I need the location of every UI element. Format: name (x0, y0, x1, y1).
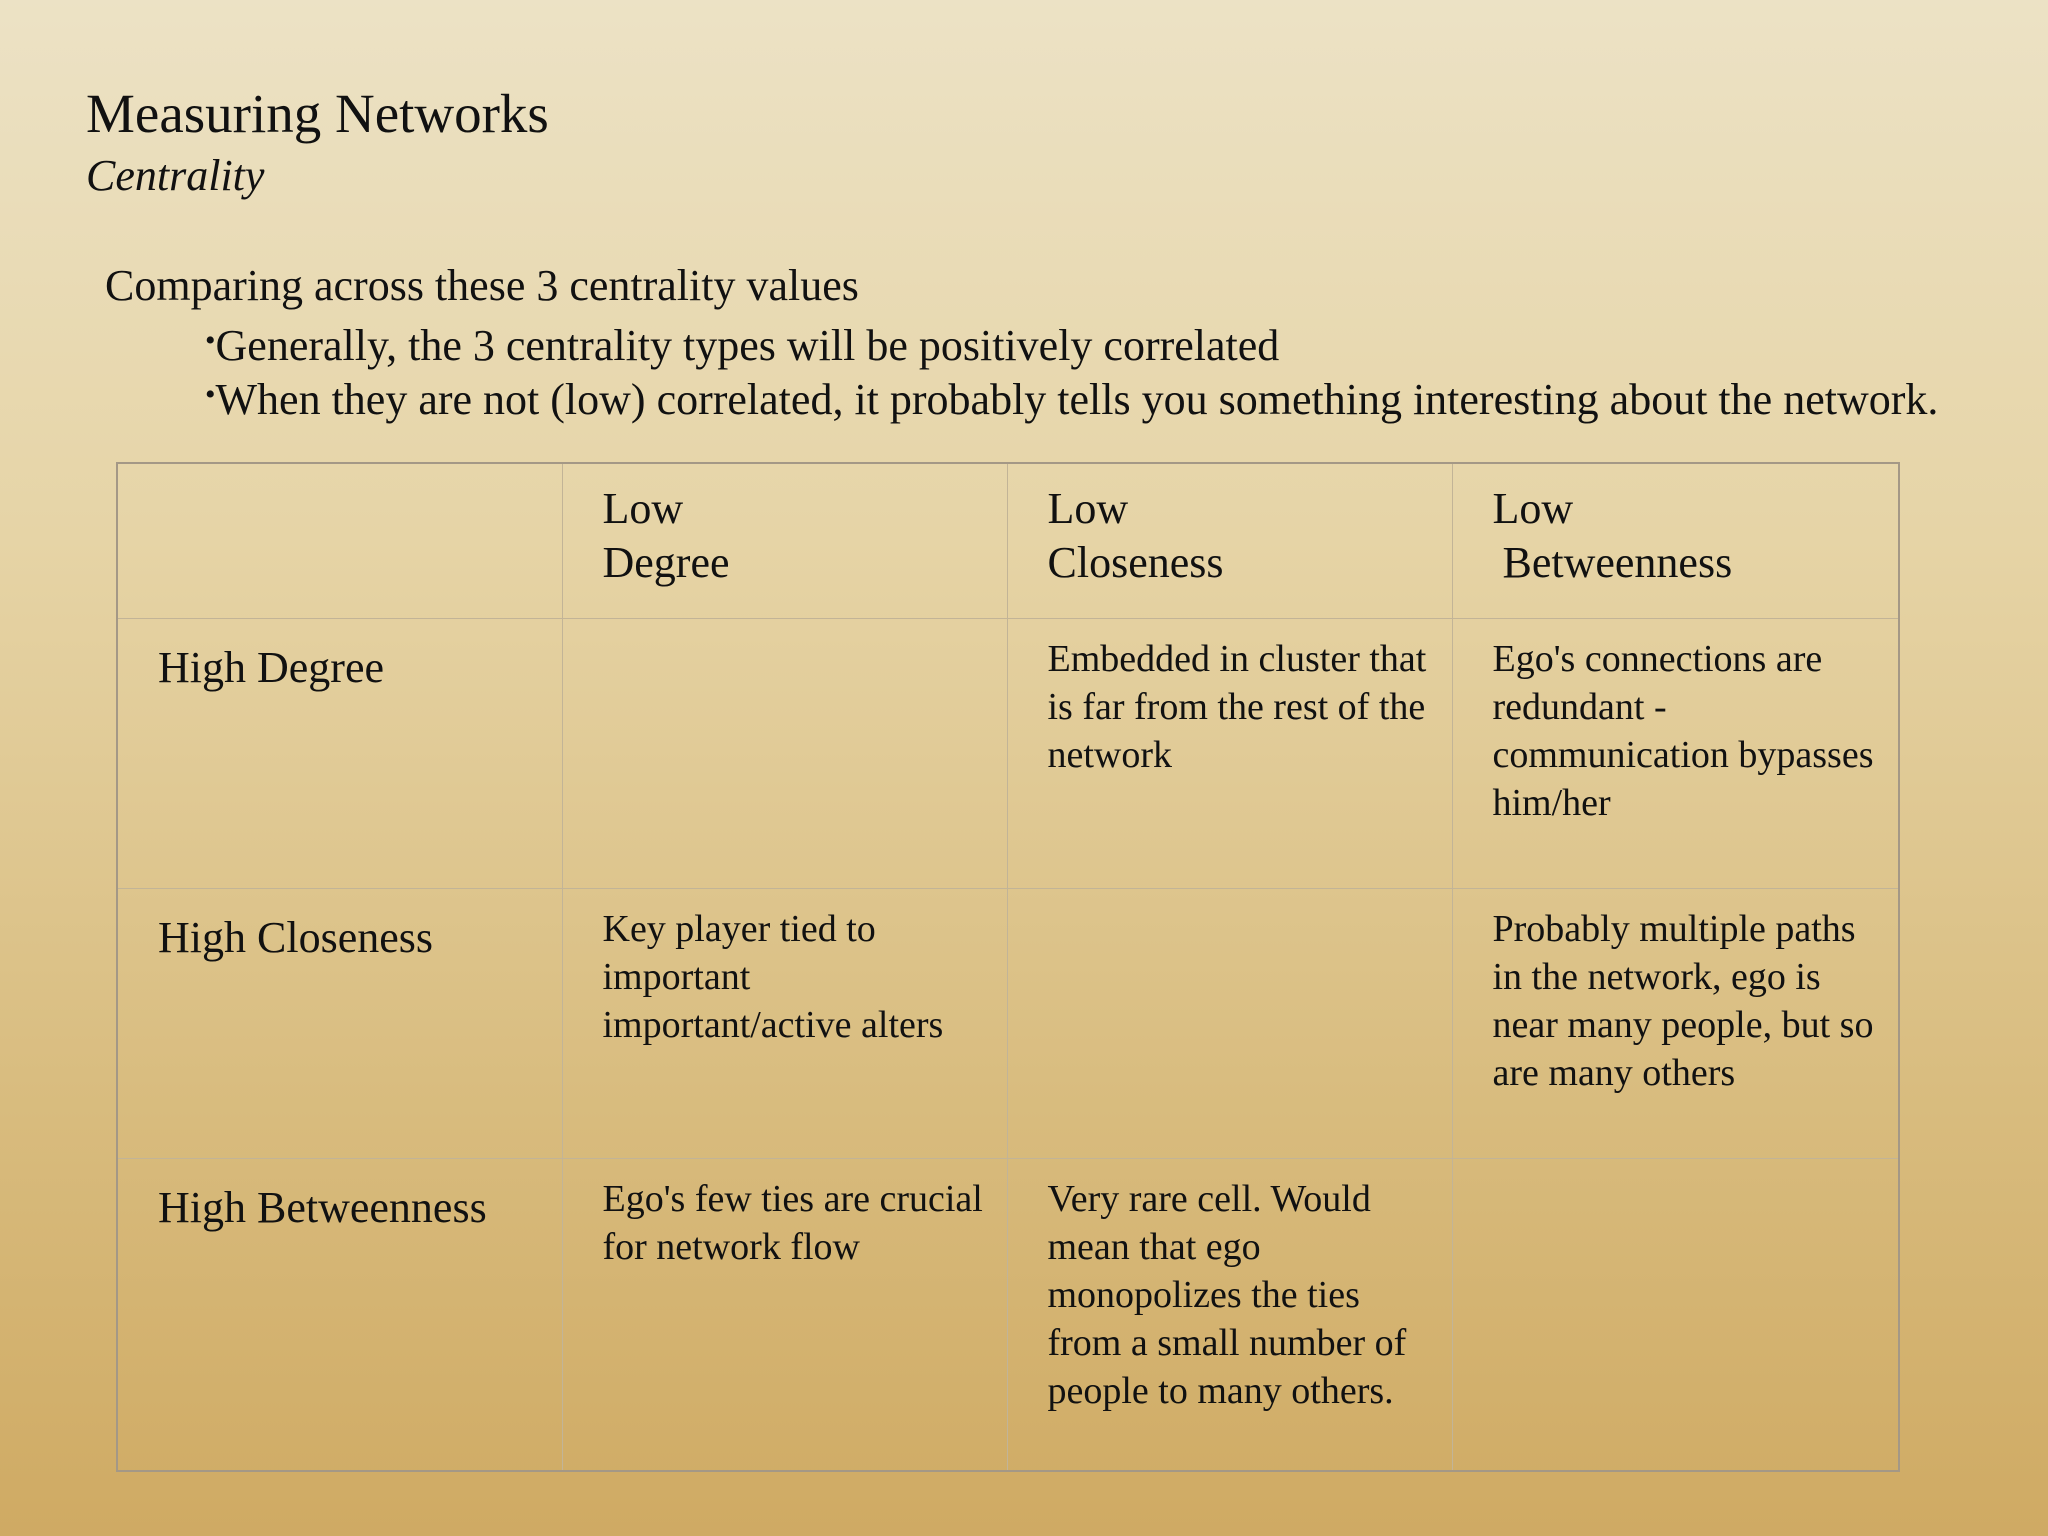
table-cell: Embedded in cluster that is far from the rest of the network (1007, 618, 1452, 888)
table-cell: Key player tied to important important/active alters (562, 888, 1007, 1158)
table-cell (1007, 888, 1452, 1158)
table-cell (562, 618, 1007, 888)
table-cell: Very rare cell. Would mean that ego monopolizes the ties from a small number of people to many others. (1007, 1158, 1452, 1471)
table-cell: Ego's few ties are crucial for network flow (562, 1158, 1007, 1471)
bullet-item (205, 367, 1938, 428)
row-header-high-closeness: High Closeness (117, 888, 562, 1158)
slide-title: Measuring Networks (86, 83, 549, 144)
column-header-line: Low (1492, 484, 1574, 533)
column-header-line: Degree (602, 538, 730, 587)
bullet-item (205, 313, 1279, 374)
row-header-high-degree: High Degree (117, 618, 562, 888)
bullet-text: When they are not (low) correlated, it probably tells you something interesting about the network. (215, 375, 1939, 424)
slide-subtitle: Centrality (86, 151, 265, 200)
corner-cell (117, 463, 562, 618)
table-row (117, 618, 1899, 888)
table-cell (1452, 1158, 1899, 1471)
table-header-row (117, 463, 1899, 618)
table-row (117, 1158, 1899, 1471)
column-header-line: Betweenness (1502, 538, 1733, 587)
column-header-low-betweenness (1452, 463, 1899, 618)
table-cell: Probably multiple paths in the network, ego is near many people, but so are many others (1452, 888, 1899, 1158)
column-header-line: Closeness (1047, 538, 1224, 587)
bullet-mark: • (205, 378, 216, 411)
column-header-line: Low (602, 484, 684, 533)
bullet-text: Generally, the 3 centrality types will be positively correlated (215, 321, 1280, 370)
column-header-low-degree (562, 463, 1007, 618)
column-header-low-closeness (1007, 463, 1452, 618)
table-cell: Ego's connections are redundant - communication bypasses him/her (1452, 618, 1899, 888)
bullet-mark: • (205, 324, 216, 357)
centrality-comparison-table (116, 462, 1900, 1472)
table-row (117, 888, 1899, 1158)
row-header-high-betweenness: High Betweenness (117, 1158, 562, 1471)
intro-text: Comparing across these 3 centrality values (105, 261, 859, 310)
column-header-line: Low (1047, 484, 1129, 533)
